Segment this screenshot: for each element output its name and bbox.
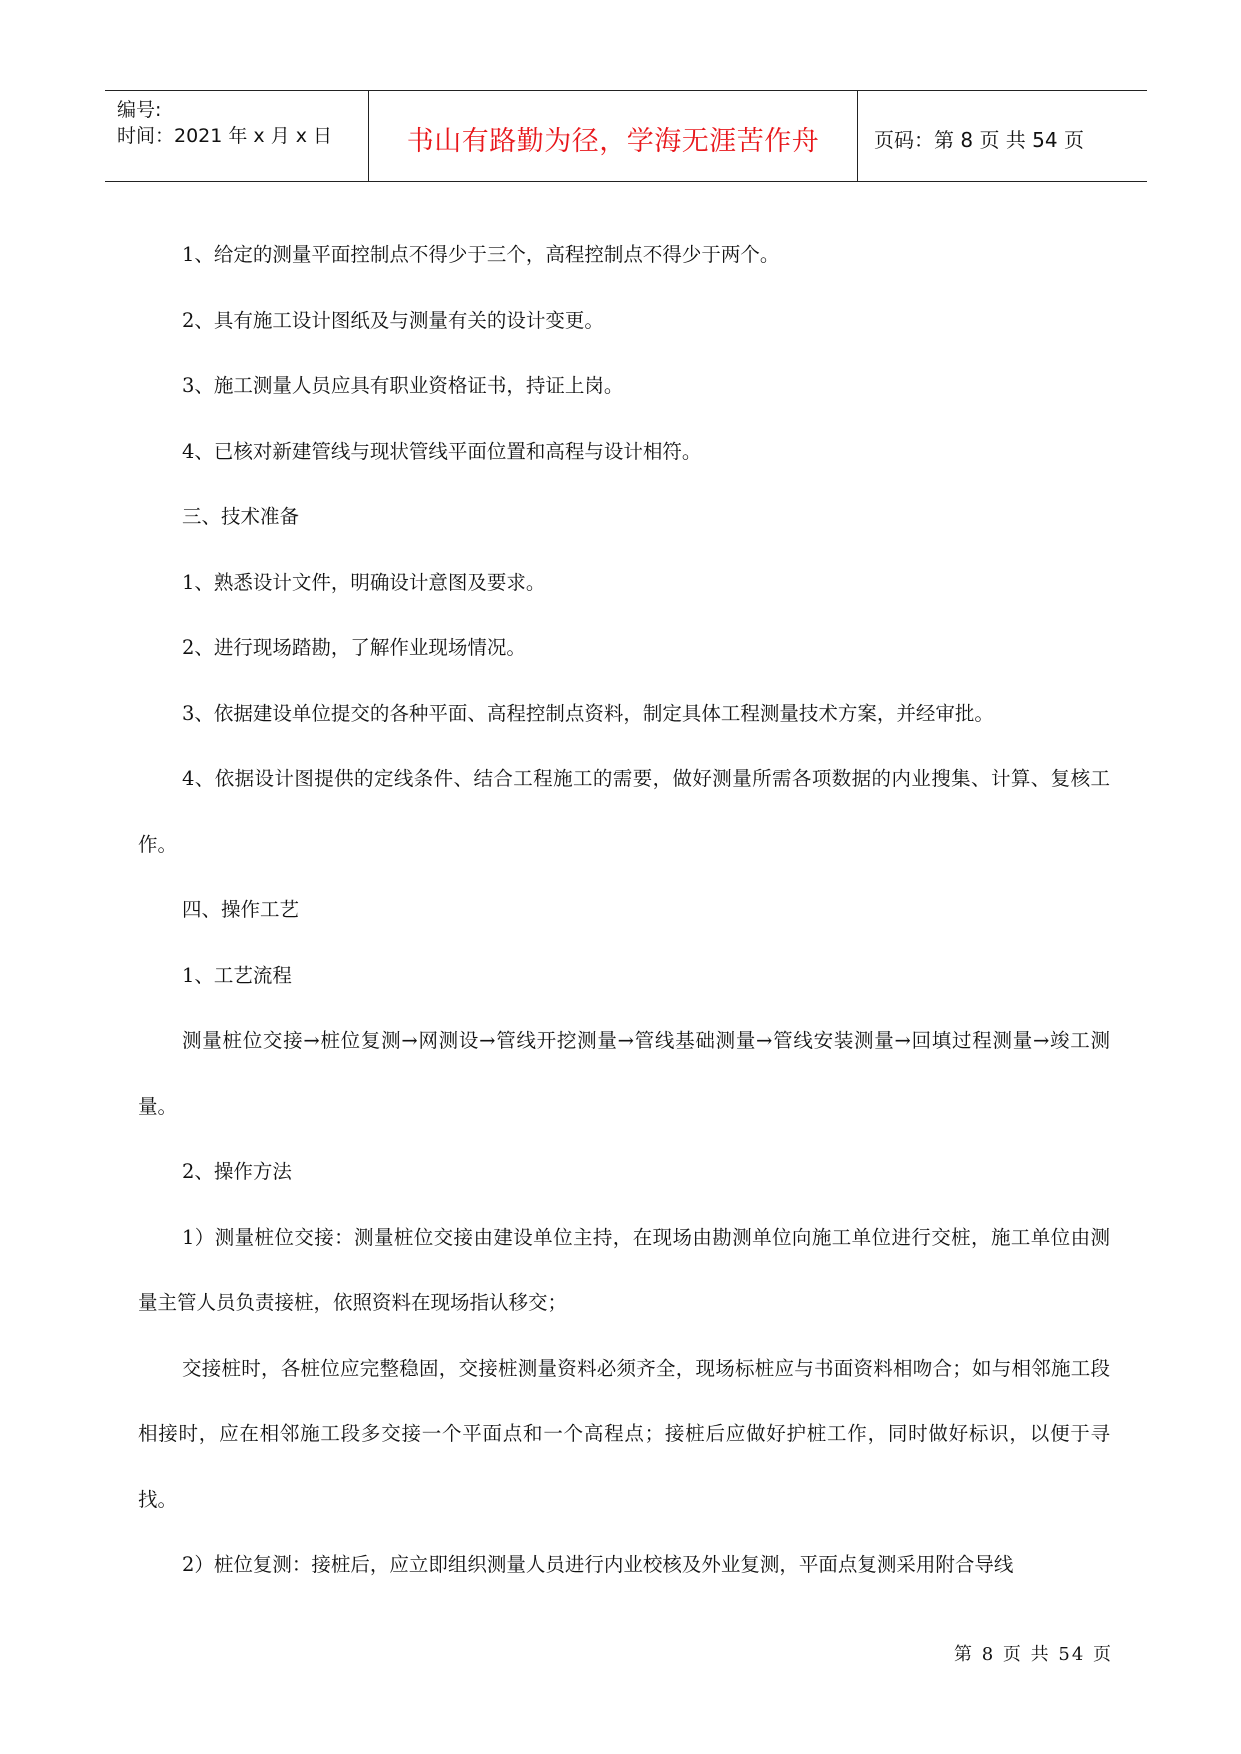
document-body [138, 222, 1110, 1598]
section-heading: 三、技术准备 [182, 505, 300, 528]
document-number-label: 编号: [117, 99, 162, 121]
header-motto-cell [369, 91, 858, 181]
header-page-number: 页码：第 8 页 共 54 页 [874, 128, 1084, 152]
header-left-cell [105, 91, 369, 181]
paragraph: 2、具有施工设计图纸及与测量有关的设计变更。 [182, 308, 604, 332]
paragraph: 4、依据设计图提供的定线条件、结合工程施工的需要，做好测量所需各项数据的内业搜集、计算、复核工作。 [138, 767, 1110, 856]
paragraph: 测量桩位交接→桩位复测→网测设→管线开挖测量→管线基础测量→管线安装测量→回填过程测量→竣工测量。 [138, 1029, 1110, 1118]
paragraph: 2）桩位复测：接桩后，应立即组织测量人员进行内业校核及外业复测，平面点复测采用附合导线 [182, 1553, 1014, 1576]
document-time-label: 时间：2021 年 x 月 x 日 [117, 125, 333, 147]
paragraph: 1）测量桩位交接：测量桩位交接由建设单位主持，在现场由勘测单位向施工单位进行交桩，施工单位由测量主管人员负责接桩，依照资料在现场指认移交； [138, 1225, 1110, 1314]
page-header [105, 90, 1147, 182]
section-heading: 四、操作工艺 [182, 898, 300, 921]
subsection-heading: 1、工艺流程 [182, 963, 292, 987]
paragraph: 1、给定的测量平面控制点不得少于三个，高程控制点不得少于两个。 [182, 243, 780, 266]
page-footer: 第 8 页 共 54 页 [954, 1644, 1113, 1665]
paragraph: 3、施工测量人员应具有职业资格证书，持证上岗。 [182, 374, 624, 397]
paragraph: 2、进行现场踏勘，了解作业现场情况。 [182, 636, 526, 659]
subsection-heading: 2、操作方法 [182, 1160, 292, 1183]
header-page-cell [858, 91, 1147, 181]
paragraph: 4、已核对新建管线与现状管线平面位置和高程与设计相符。 [182, 439, 702, 463]
paragraph: 1、熟悉设计文件，明确设计意图及要求。 [182, 570, 546, 594]
header-motto: 书山有路勤为径，学海无涯苦作舟 [406, 126, 820, 157]
paragraph: 交接桩时，各桩位应完整稳固，交接桩测量资料必须齐全，现场标桩应与书面资料相吻合；如与相邻施工段相接时，应在相邻施工段多交接一个平面点和一个高程点；接桩后应做好护桩工作，同时做好标识，以便于寻找。 [138, 1356, 1110, 1511]
paragraph: 3、依据建设单位提交的各种平面、高程控制点资料，制定具体工程测量技术方案，并经审批。 [182, 701, 994, 725]
